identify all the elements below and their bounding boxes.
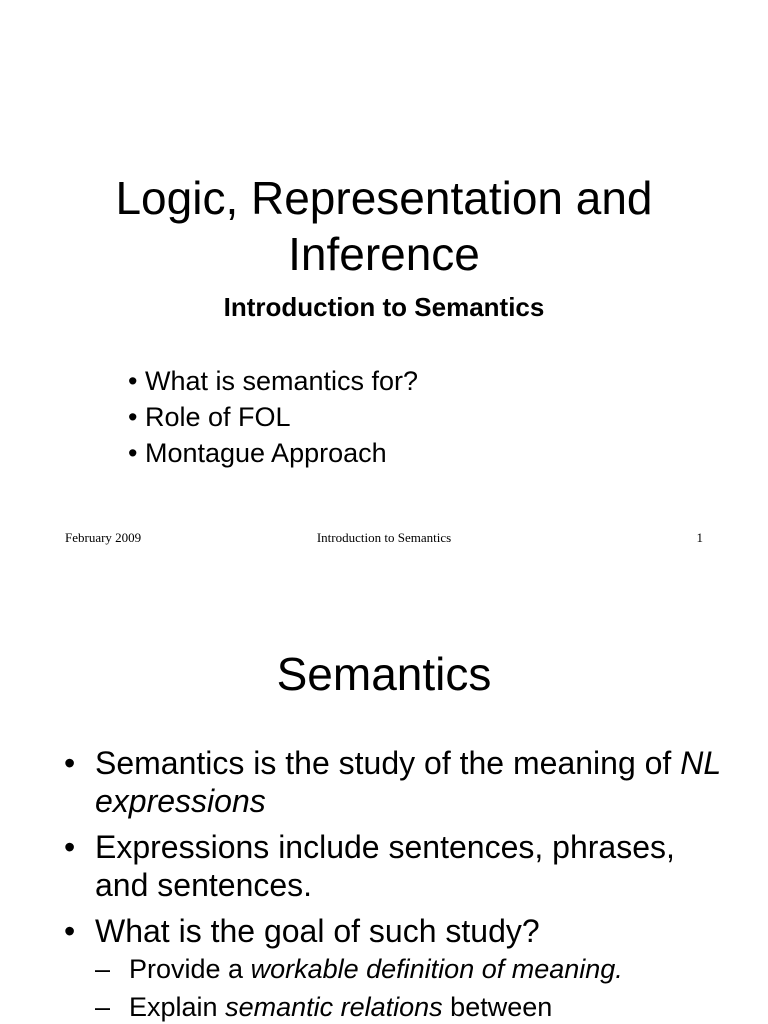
sub-bullet-item bbox=[95, 988, 724, 1024]
sub-bullet-italic-text: semantic relations bbox=[225, 992, 443, 1022]
slide-1-title bbox=[0, 170, 768, 282]
bullet-item bbox=[64, 912, 724, 1024]
footer-date: February 2009 bbox=[65, 530, 142, 545]
bullet-item bbox=[64, 744, 724, 820]
bullet-mark: • bbox=[64, 745, 76, 781]
topic-list bbox=[128, 363, 418, 471]
bullet-text: What is the goal of such study? bbox=[95, 913, 540, 949]
slide-footer bbox=[0, 530, 768, 548]
sub-bullet-italic-text: workable definition of meaning. bbox=[250, 954, 623, 984]
sub-bullet-text: Provide a bbox=[129, 954, 251, 984]
bullet-item bbox=[64, 828, 724, 904]
sub-bullet-list bbox=[95, 950, 724, 1024]
sub-bullet-item bbox=[95, 950, 724, 988]
bullet-mark: • bbox=[64, 913, 76, 949]
sub-bullet-text: between bbox=[442, 992, 553, 1022]
bullet-italic-text: NL expressions bbox=[95, 745, 721, 819]
slide-1-title-line-2: Inference bbox=[288, 228, 480, 280]
slide-1-title-line-1: Logic, Representation and bbox=[115, 172, 653, 224]
topic-item: • Role of FOL bbox=[128, 402, 291, 432]
bullet-list bbox=[64, 744, 724, 1024]
sub-bullet-text: Explain bbox=[129, 992, 226, 1022]
footer-page-number: 1 bbox=[696, 530, 703, 545]
dash-mark: – bbox=[95, 954, 111, 984]
topic-item: • Montague Approach bbox=[128, 438, 387, 468]
topic-item: • What is semantics for? bbox=[128, 366, 419, 396]
bullet-mark: • bbox=[64, 829, 76, 865]
bullet-text: Expressions include sentences, phrases, and sentences. bbox=[95, 829, 675, 903]
footer-course-title: Introduction to Semantics bbox=[316, 530, 452, 545]
slide-2-title: Semantics bbox=[276, 648, 492, 700]
dash-mark: – bbox=[95, 992, 111, 1022]
slide-2 bbox=[0, 576, 768, 1024]
bullet-text: Semantics is the study of the meaning of bbox=[95, 745, 681, 781]
slide-1-subtitle: Introduction to Semantics bbox=[223, 292, 545, 322]
